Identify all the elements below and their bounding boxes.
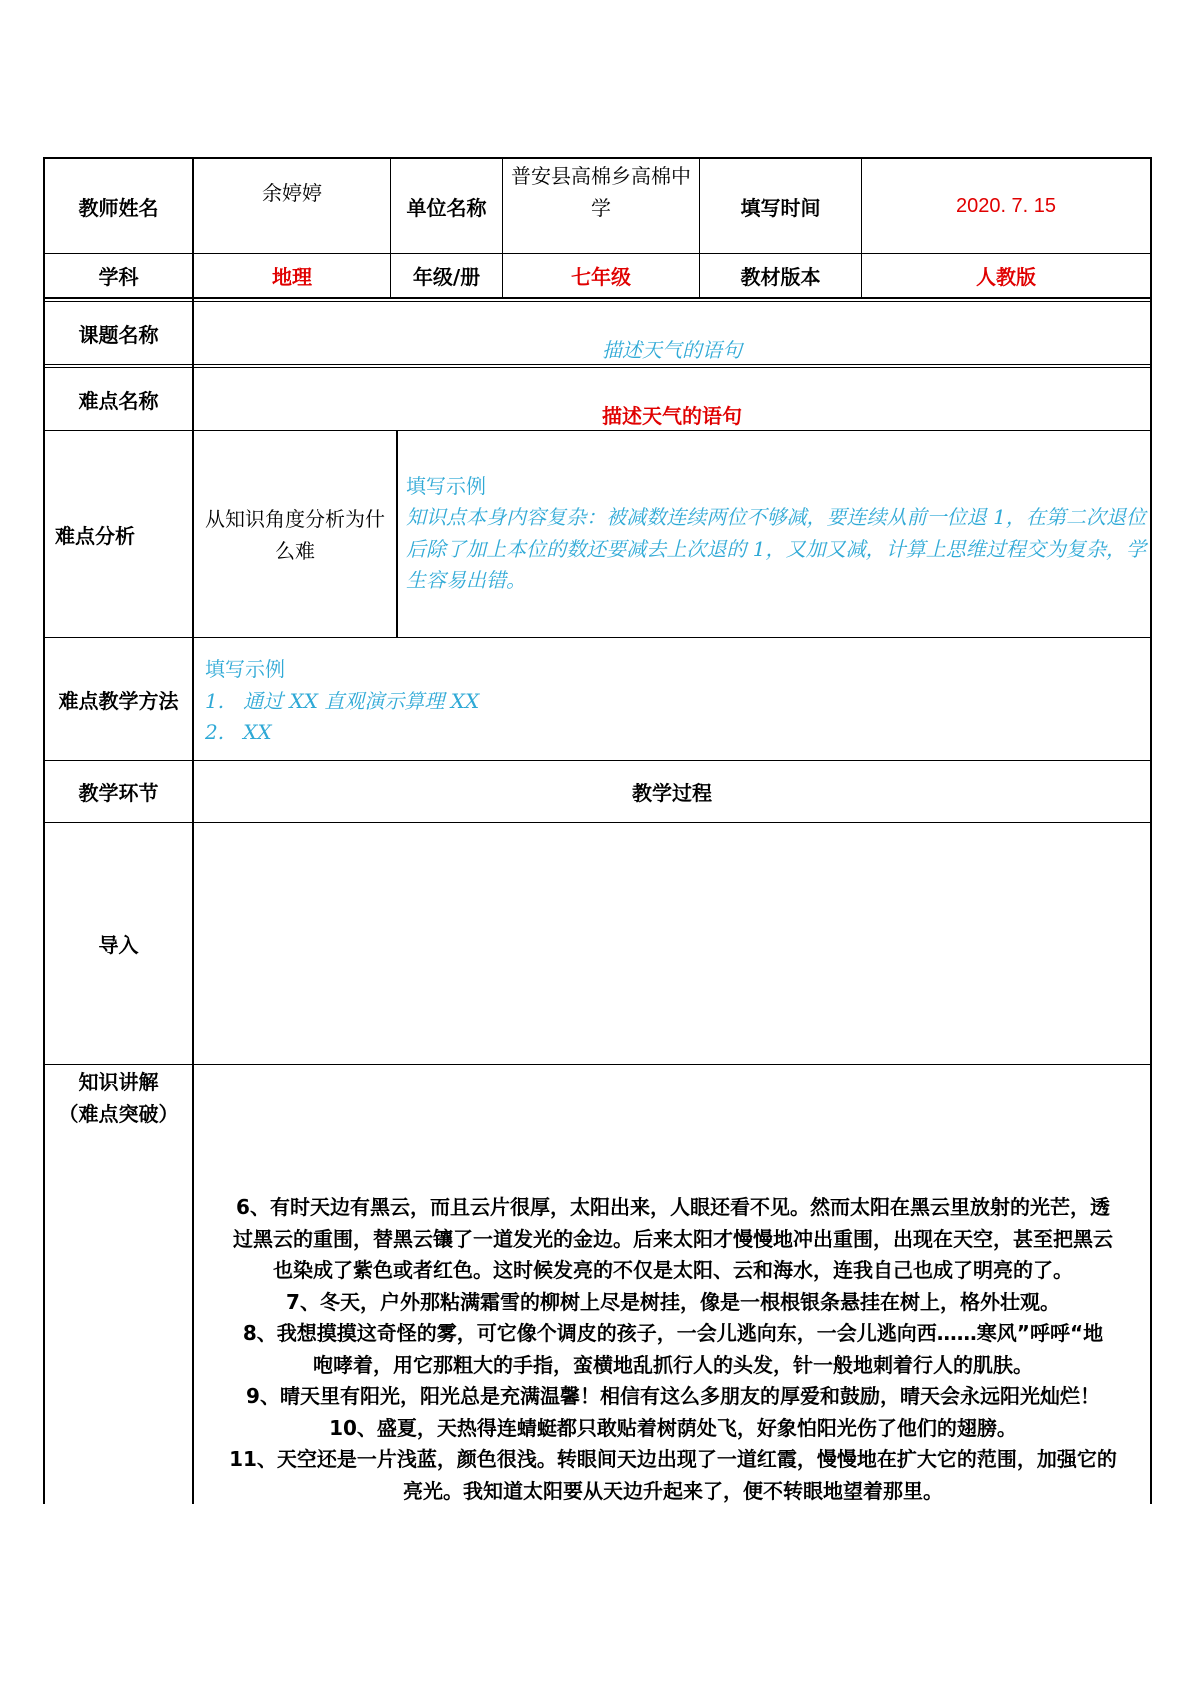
- topic-value: 描述天气的语句: [602, 337, 742, 362]
- analysis-label: 难点分析: [55, 523, 135, 548]
- method-example: [205, 654, 1105, 749]
- row-line-5: [43, 637, 1152, 638]
- method-label: 难点教学方法: [58, 688, 179, 713]
- analysis-example: [406, 470, 1146, 597]
- unit-name: 普安县高棉乡高棉中学: [511, 164, 691, 220]
- knowledge-label: [45, 1066, 192, 1130]
- knowledge-line: 9、晴天里有阳光，阳光总是充满温馨！相信有这么多朋友的厚爱和鼓励，晴天会永远阳光灿烂！: [246, 1384, 1100, 1408]
- analysis-example-text: 知识点本身内容复杂：被减数连续两位不够减，要连续从前一位退 1，在第二次退位后除了加上本位的数还要减去上次退的 1，又加又减，计算上思维过程交为复杂，学生容易出错。: [406, 505, 1146, 592]
- knowledge-line: 亮光。我知道太阳要从天边升起来了，便不转眼地望着那里。: [403, 1478, 943, 1503]
- intro-content: [194, 823, 1150, 1064]
- knowledge-line: 8、我想摸摸这奇怪的雾，可它像个调皮的孩子，一会儿逃向东，一会儿逃向西……寒风”呼呼“地: [242, 1321, 1104, 1345]
- knowledge-line: 咆哮着，用它那粗大的手指，蛮横地乱抓行人的头发，针一般地刺着行人的肌肤。: [313, 1352, 1033, 1377]
- edition-label: 教材版本: [740, 265, 821, 289]
- analysis-inner-divider: [396, 430, 398, 637]
- knowledge-label-line2: （难点突破）: [58, 1102, 179, 1126]
- table-border-right: [1150, 157, 1152, 1504]
- method-item: 1. 通过 XX 直观演示算理 XX: [205, 688, 480, 713]
- fill-time-label: 填写时间: [740, 195, 821, 220]
- topic-label: 课题名称: [78, 322, 159, 347]
- difficulty-label: 难点名称: [78, 388, 159, 413]
- process-title: 教学过程: [632, 781, 712, 805]
- fill-time: 2020. 7. 15: [955, 194, 1057, 217]
- difficulty-value: 描述天气的语句: [602, 403, 742, 428]
- intro-label: 导入: [98, 933, 139, 957]
- edition: 人教版: [976, 265, 1036, 289]
- row-line-4: [43, 430, 1152, 431]
- knowledge-label-line1: 知识讲解: [78, 1070, 159, 1094]
- process-label: 教学环节: [78, 781, 159, 805]
- method-example-title: 填写示例: [205, 657, 285, 681]
- subject: 地理: [272, 265, 312, 289]
- row-line-3b: [43, 367, 1152, 368]
- knowledge-line: 过黑云的重围，替黑云镶了一道发光的金边。后来太阳才慢慢地冲出重围，出现在天空，甚至把黑云: [233, 1226, 1113, 1251]
- knowledge-content: [200, 1192, 1146, 1507]
- row-line-2b: [43, 301, 1152, 302]
- method-item: 2. XX: [205, 720, 272, 744]
- grade-label: 年级/册: [412, 265, 481, 289]
- row-line-2: [43, 297, 1152, 299]
- knowledge-line: 也染成了紫色或者红色。这时候发亮的不仅是太阳、云和海水，连我自己也成了明亮的了。: [273, 1258, 1073, 1282]
- teacher-name: 余婷婷: [262, 180, 322, 205]
- knowledge-line: 11、天空还是一片浅蓝，颜色很浅。转眼间天边出现了一道红霞，慢慢地在扩大它的范围，加强它的: [229, 1447, 1117, 1471]
- row-line-8: [43, 1064, 1152, 1065]
- subject-label: 学科: [98, 265, 139, 289]
- teacher-name-label: 教师姓名: [78, 195, 159, 220]
- unit-name-label: 单位名称: [406, 195, 487, 220]
- knowledge-line: 7、冬天，户外那粘满霜雪的柳树上尽是树挂，像是一根根银条悬挂在树上，格外壮观。: [286, 1289, 1060, 1314]
- analysis-example-title: 填写示例: [406, 474, 486, 498]
- knowledge-line: 10、盛夏，天热得连蜻蜓都只敢贴着树荫处飞，好象怕阳光伤了他们的翅膀。: [329, 1415, 1017, 1440]
- analysis-sublabel: 从知识角度分析为什么难: [205, 507, 385, 563]
- row-line-3: [43, 364, 1152, 365]
- grade: 七年级: [571, 265, 631, 289]
- knowledge-line: 6、有时天边有黑云，而且云片很厚，太阳出来，人眼还看不见。然而太阳在黑云里放射的光芒，透: [236, 1195, 1110, 1219]
